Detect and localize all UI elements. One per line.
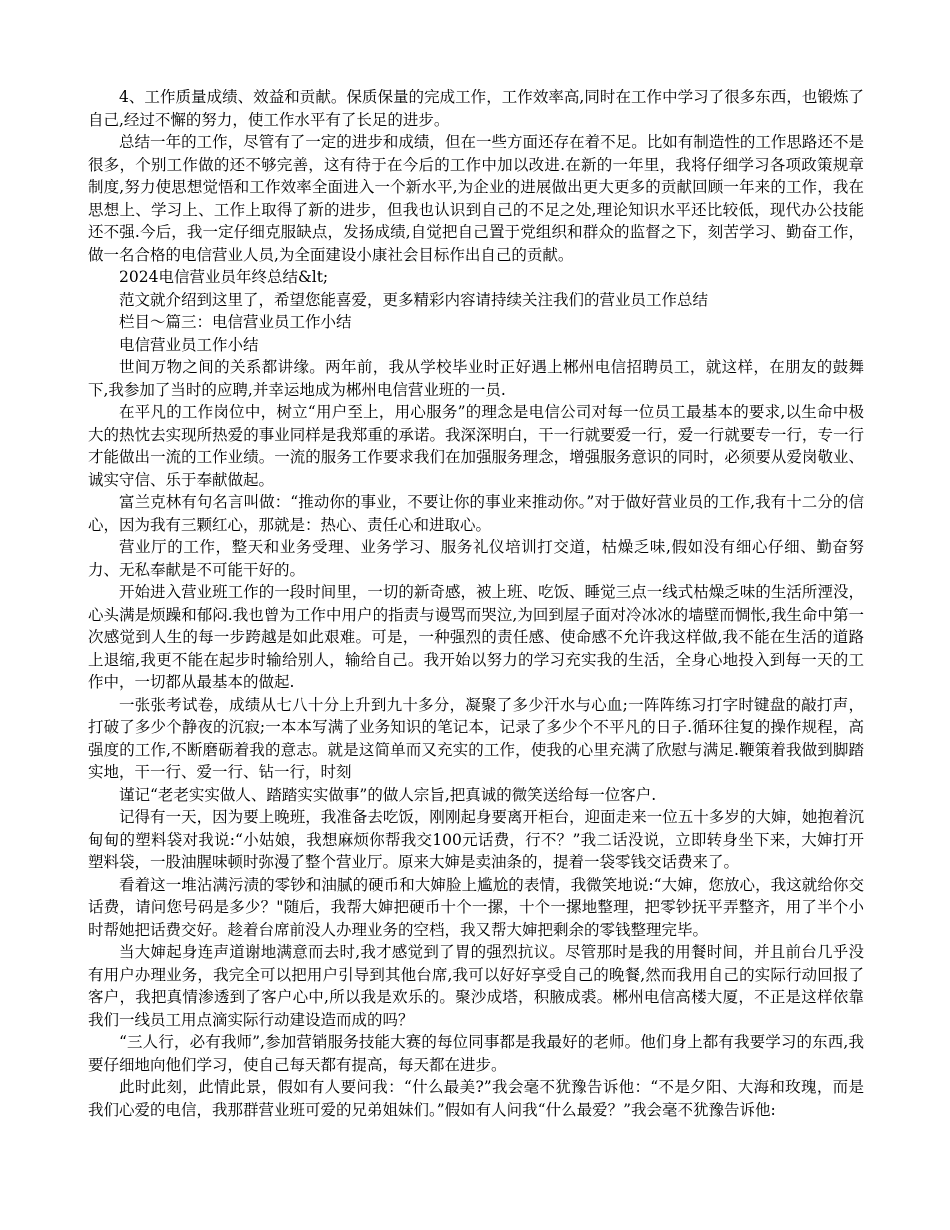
- paragraph: 世间万物之间的关系都讲缘。两年前，我从学校毕业时正好遇上郴州电信招聘员工，就这样，在朋友的鼓舞下,我参加了当时的应聘,并幸运地成为郴州电信营业班的一员.: [88, 358, 864, 399]
- paragraph: 记得有一天，因为要上晚班，我准备去吃饭，刚刚起身要离开柜台，迎面走来一位五十多岁的大婶，她抱着沉甸甸的塑料袋对我说:“小姑娘，我想麻烦你帮我交100元话费，行不？”我二话没说，立即转身坐下来，大婶打开塑料袋，一股油腥味顿时弥漫了整个营业厅。原来大婶是卖油条的，提着一袋零钱交话费来了。: [88, 808, 864, 871]
- paragraph: 范文就介绍到这里了，希望您能喜爱，更多精彩内容请持续关注我们的营业员工作总结: [119, 290, 709, 309]
- paragraph: 当大婶起身连声道谢地满意而去时,我才感觉到了胃的强烈抗议。尽管那时是我的用餐时间，并且前台几乎没有用户办理业务，我完全可以把用户引导到其他台席,我可以好好享受自己的晚餐,然而我用自己的实际行动回报了客户，我把真情渗透到了客户心中,所以我是欢乐的。聚沙成塔，积腋成裘。郴州电信高楼大厦，不正是这样依靠我们一线员工用点滴实际行动建设造而成的吗？: [88, 943, 864, 1029]
- paragraph: 谨记“老老实实做人、踏踏实实做事”的做人宗旨,把真诚的微笑送给每一位客户.: [119, 785, 657, 804]
- paragraph: “三人行，必有我师”,参加营销服务技能大赛的每位同事都是我最好的老师。他们身上都有我要学习的东西,我要仔细地向他们学习，使自己每天都有提高，每天都在进步。: [88, 1033, 864, 1074]
- paragraph: 看着这一堆沾满污渍的零钞和油腻的硬币和大婶脸上尴尬的表情，我微笑地说:“大婶，您放心，我这就给你交话费，请问您号码是多少？"随后，我帮大婶把硬币十个一摞，十个一摞地整理，把零钞抚平弄整齐，用了半个小时帮她把话费交好。趁着台席前没人办理业务的空档，我又帮大婶把剩余的零钱整理完毕。: [88, 875, 864, 939]
- paragraph: 4、工作质量成绩、效益和贡献。保质保量的完成工作，工作效率高,同时在工作中学习了很多东西，也锻炼了自己,经过不懈的努力，使工作水平有了长足的进步。: [88, 88, 864, 129]
- paragraph: 在平凡的工作岗位中，树立“用户至上，用心服务”的理念是电信公司对每一位员工最基本的要求,以生命中极大的热忱去实现所热爱的事业同样是我郑重的承诺。我深深明白，干一行就要爱一行，爱一行就要专一行，专一行才能做出一流的工作业绩。一流的服务工作要求我们在加强服务理念，增强服务意识的同时，必须要从爱岗敬业、诚实守信、乐于奉献做起。: [88, 403, 864, 489]
- paragraph: 一张张考试卷，成绩从七八十分上升到九十多分，凝聚了多少汗水与心血;一阵阵练习打字时键盘的敲打声，打破了多少个静夜的沉寂;一本本写满了业务知识的笔记本，记录了多少个不平凡的日子.循环往复的操作规程，高强度的工作,不断磨砺着我的意志。就是这简单而又充实的工作，使我的心里充满了欣慰与满足.鞭策着我做到脚踏实地，干一行、爱一行、钻一行，时刻: [88, 695, 864, 781]
- paragraph: 此时此刻，此情此景，假如有人要问我：“什么最美?”我会毫不犹豫告诉他：“不是夕阳、大海和玫瑰，而是我们心爱的电信，我那群营业班可爱的兄弟姐妹们。”假如有人问我“什么最爱？”我会毫不犹豫告诉他:: [88, 1078, 864, 1119]
- paragraph: 开始进入营业班工作的一段时间里，一切的新奇感，被上班、吃饭、睡觉三点一线式枯燥乏味的生活所湮没，心头满是烦躁和郁闷.我也曾为工作中用户的指责与谩骂而哭泣,为回到屋子面对冷冰冰的墙壁而惆怅,我生命中第一次感觉到人生的每一步跨越是如此艰难。可是，一种强烈的责任感、使命感不允许我这样做,我不能在生活的道路上退缩,我更不能在起步时输给别人，输给自己。我开始以努力的学习充实我的生活，全身心地投入到每一天的工作中，一切都从最基本的做起.: [88, 583, 864, 691]
- paragraph: 栏目～篇三：电信营业员工作小结: [119, 313, 352, 331]
- section-title: 电信营业员工作小结: [119, 335, 259, 354]
- paragraph: 总结一年的工作，尽管有了一定的进步和成绩，但在一些方面还存在着不足。比如有制造性的工作思路还不是很多，个别工作做的还不够完善，这有待于在今后的工作中加以改进.在新的一年里，我将仔细学习各项政策规章制度,努力使思想觉悟和工作效率全面进入一个新水平,为企业的进展做出更大更多的贡献回顾一年来的工作，我在思想上、学习上、工作上取得了新的进步，但我也认识到自己的不足之处,理论知识水平还比较低，现代办公技能还不强.今后，我一定仔细克服缺点，发扬成绩,自觉把自己置于党组织和群众的监督之下，刻苦学习、勤奋工作，做一名合格的电信营业人员,为全面建设小康社会目标作出自己的贡献。: [88, 133, 864, 264]
- paragraph: 营业厅的工作，整天和业务受理、业务学习、服务礼仪培训打交道，枯燥乏味,假如没有细心仔细、勤奋努力、无私奉献是不可能干好的。: [88, 538, 864, 579]
- paragraph: 2024电信营业员年终总结&lt;: [119, 268, 329, 286]
- document-body: [88, 86, 864, 1121]
- paragraph: 富兰克林有句名言叫做：“推动你的事业，不要让你的事业来推动你。”对于做好营业员的工作,我有十二分的信心，因为我有三颗红心，那就是：热心、责任心和进取心。: [88, 493, 864, 534]
